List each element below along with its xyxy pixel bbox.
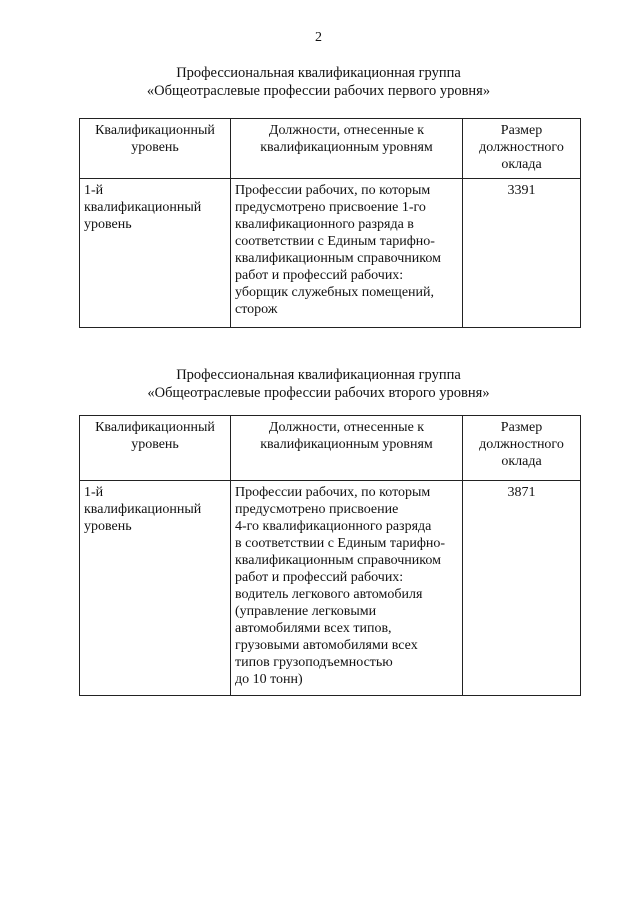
cell-positions [231,179,463,328]
section-title [0,64,637,100]
header-text: оклада [501,157,542,172]
cell-text: квалификационный [84,200,202,215]
header-salary [463,416,581,481]
section-title [0,366,637,402]
cell-text: 4-го квалификационного разряда [235,519,432,534]
cell-text: уровень [84,217,132,232]
header-text: Квалификационный [95,123,215,138]
header-text: должностного [479,437,564,452]
cell-text: сторож [235,302,278,317]
cell-text: 1-й [84,183,104,198]
header-qualification-level [80,416,231,481]
cell-qualification-level [80,179,231,328]
cell-text: грузовыми автомобилями всех [235,638,418,653]
header-text: должностного [479,140,564,155]
salary-table-second-level [79,415,581,696]
header-text: Должности, отнесенные к [268,123,425,138]
header-positions [231,119,463,179]
header-text: Должности, отнесенные к [268,420,425,435]
table-header-row [80,119,581,179]
section-title-line-2: «Общеотраслевые профессии рабочих второго уровня» [147,385,490,401]
table-row [80,179,581,328]
cell-qualification-level [80,481,231,696]
header-text: оклада [501,454,542,469]
cell-text: водитель легкового автомобиля [235,587,423,602]
cell-text: типов грузоподъемностью [235,655,393,670]
cell-salary-value: 3391 [463,179,581,328]
cell-text: уровень [84,519,132,534]
header-salary [463,119,581,179]
header-text: Квалификационный [95,420,215,435]
section-title-line-2: «Общеотраслевые профессии рабочих первого уровня» [146,83,491,99]
cell-text: квалификационного разряда в [235,217,414,232]
header-text: квалификационным уровням [260,437,433,452]
header-text: Размер [500,123,543,138]
cell-text: уборщик служебных помещений, [235,285,435,300]
cell-text: квалификационным справочником [235,251,441,266]
cell-text: соответствии с Единым тарифно- [235,234,435,249]
header-positions [231,416,463,481]
cell-text: Профессии рабочих, по которым [235,485,431,500]
section-first-level [0,64,637,100]
section-title-line-1: Профессиональная квалификационная группа [176,65,461,81]
cell-text: предусмотрено присвоение 1-го [235,200,426,215]
cell-positions [231,481,463,696]
section-title-line-1: Профессиональная квалификационная группа [176,367,461,383]
cell-salary-value: 3871 [463,481,581,696]
cell-text: квалификационный [84,502,202,517]
salary-table-first-level [79,118,581,328]
cell-text: (управление легковыми [235,604,377,619]
page-number: 2 [315,30,322,45]
header-text: квалификационным уровням [260,140,433,155]
cell-text: работ и профессий рабочих: [235,570,404,585]
cell-text: Профессии рабочих, по которым [235,183,431,198]
table-row [80,481,581,696]
header-text: Размер [500,420,543,435]
header-text: уровень [131,437,179,452]
cell-text: до 10 тонн) [235,672,303,687]
header-qualification-level [80,119,231,179]
cell-text: в соответствии с Единым тарифно- [235,536,446,551]
header-text: уровень [131,140,179,155]
cell-text: квалификационным справочником [235,553,441,568]
cell-text: автомобилями всех типов, [235,621,392,636]
table-header-row [80,416,581,481]
section-second-level [0,366,637,402]
cell-text: работ и профессий рабочих: [235,268,404,283]
cell-text: 1-й [84,485,104,500]
cell-text: предусмотрено присвоение [235,502,399,517]
